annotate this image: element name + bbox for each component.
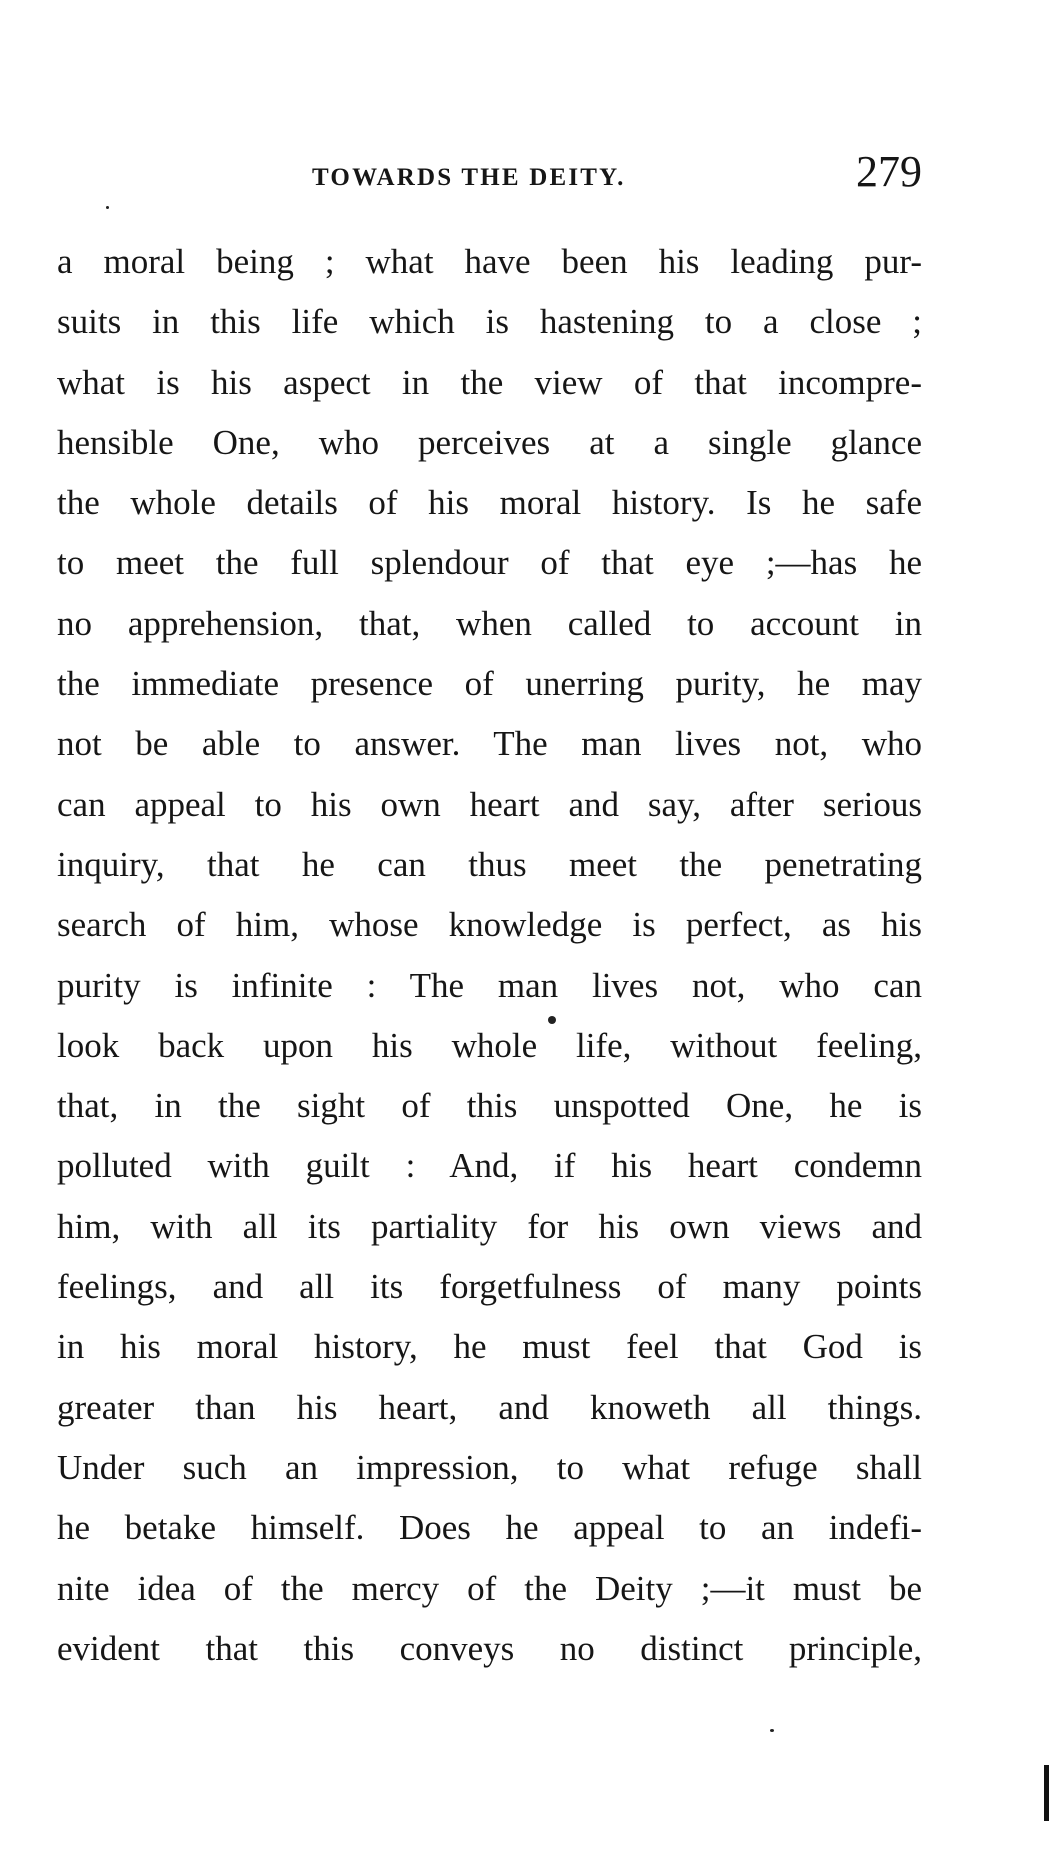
text-line: to meet the full splendour of that eye ;—has he bbox=[57, 543, 922, 583]
text-line: not be able to answer. The man lives not, who bbox=[57, 724, 922, 764]
text-line: in his moral history, he must feel that God is bbox=[57, 1327, 922, 1367]
ink-speck bbox=[548, 1016, 556, 1024]
text-line: a moral being ; what have been his leading pur- bbox=[57, 242, 922, 281]
text-line: him, with all its partiality for his own views and bbox=[57, 1206, 922, 1246]
text-line: the immediate presence of unerring purity, he may bbox=[57, 664, 922, 704]
text-line: no apprehension, that, when called to account in bbox=[57, 603, 922, 643]
text-line: search of him, whose knowledge is perfect, as his bbox=[57, 905, 922, 945]
text-line: feelings, and all its forgetfulness of many points bbox=[57, 1267, 922, 1307]
text-line: nite idea of the mercy of the Deity ;—it must be bbox=[57, 1568, 922, 1608]
running-head bbox=[57, 147, 922, 210]
running-title: TOWARDS THE DEITY. bbox=[312, 164, 626, 191]
text-line: look back upon his whole life, without feeling, bbox=[57, 1025, 922, 1065]
text-line: purity is infinite : The man lives not, who can bbox=[57, 965, 922, 1005]
ink-speck bbox=[770, 1729, 774, 1732]
text-line: what is his aspect in the view of that incompre- bbox=[57, 362, 922, 402]
text-line: can appeal to his own heart and say, after serious bbox=[57, 784, 922, 824]
text-line: Under such an impression, to what refuge shall bbox=[57, 1447, 922, 1487]
text-line: greater than his heart, and knoweth all things. bbox=[57, 1387, 922, 1427]
page-number: 279 bbox=[856, 147, 922, 196]
ink-speck bbox=[106, 206, 109, 209]
body-text bbox=[57, 232, 922, 1679]
text-line: evident that this conveys no distinct principle, bbox=[57, 1628, 922, 1668]
scan-edge-mark bbox=[1044, 1765, 1049, 1821]
text-line: hensible One, who perceives at a single glance bbox=[57, 422, 922, 462]
text-line: he betake himself. Does he appeal to an indefi- bbox=[57, 1508, 922, 1548]
text-line: polluted with guilt : And, if his heart condemn bbox=[57, 1146, 922, 1186]
text-line: suits in this life which is hastening to a close ; bbox=[57, 302, 922, 342]
text-line: inquiry, that he can thus meet the penetrating bbox=[57, 844, 922, 884]
text-line: that, in the sight of this unspotted One, he is bbox=[57, 1086, 922, 1126]
text-line: the whole details of his moral history. Is he safe bbox=[57, 483, 922, 523]
